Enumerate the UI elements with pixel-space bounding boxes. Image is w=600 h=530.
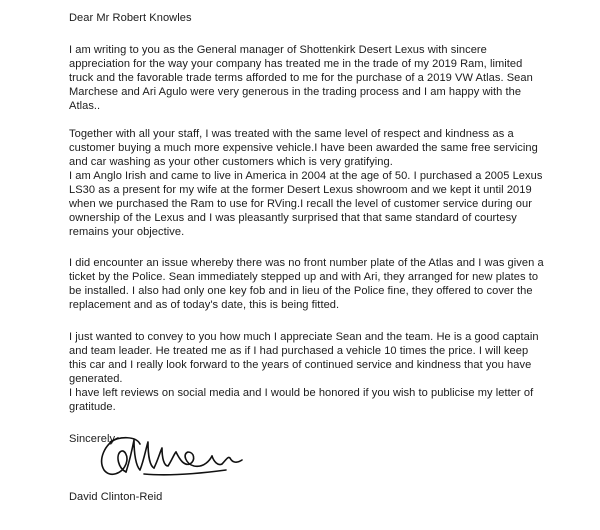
paragraph-4-line-2: and team leader. He treated me as if I had purchased a vehicle 10 times the price. I will keep — [69, 345, 529, 357]
paragraph-2-line-5: LS30 as a present for my wife at the former Desert Lexus showroom and we kept it until 2019 — [69, 184, 532, 196]
signatory-name: David Clinton-Reid — [69, 491, 163, 503]
handwritten-signature — [96, 430, 246, 480]
closing: Sincerely — [69, 433, 116, 445]
paragraph-1-line-4: Marchese and Ari Agulo were very generous in the trading process and I am happy with the — [69, 86, 522, 98]
paragraph-2-line-4: I am Anglo Irish and came to live in America in 2004 at the age of 50. I purchased a 2005 Lexus — [69, 170, 543, 182]
paragraph-4-line-1: I just wanted to convey to you how much I appreciate Sean and the team. He is a good captain — [69, 331, 539, 343]
paragraph-3-line-4: replacement and as of today's date, this is being fitted. — [69, 299, 340, 311]
salutation: Dear Mr Robert Knowles — [69, 12, 192, 24]
paragraph-2-line-2: customer buying a much more expensive vehicle.I have been awarded the same free servicing — [69, 142, 538, 154]
paragraph-2-line-6: when we purchased the Ram to use for RVing.I recall the level of customer service during our — [69, 198, 532, 210]
paragraph-4-line-3: this car and I really look forward to the years of continued service and kindness that you have — [69, 359, 532, 371]
paragraph-1-line-1: I am writing to you as the General manager of Shottenkirk Desert Lexus with sincere — [69, 44, 487, 56]
paragraph-1-line-3: truck and the favorable trade terms afforded to me for the purchase of a 2019 VW Atlas. Sean — [69, 72, 533, 84]
paragraph-4-line-4: generated. — [69, 373, 123, 385]
paragraph-2-line-7: ownership of the Lexus and I was pleasantly surprised that that same standard of courtesy — [69, 212, 517, 224]
paragraph-4-line-6: gratitude. — [69, 401, 116, 413]
paragraph-3-line-2: ticket by the Police. Sean immediately stepped up and with Ari, they arranged for new plates to — [69, 271, 539, 283]
paragraph-1-line-5: Atlas.. — [69, 100, 101, 112]
paragraph-1-line-2: appreciation for the way your company has treated me in the trade of my 2019 Ram, limited — [69, 58, 523, 70]
paragraph-4-line-5: I have left reviews on social media and I would be honored if you wish to publicise my letter of — [69, 387, 534, 399]
paragraph-2-line-1: Together with all your staff, I was treated with the same level of respect and kindness as a — [69, 128, 514, 140]
paragraph-2-line-8: remains your objective. — [69, 226, 185, 238]
paragraph-2-line-3: and car washing as your other customers which is very gratifying. — [69, 156, 393, 168]
paragraph-3-line-1: I did encounter an issue whereby there was no front number plate of the Atlas and I was given a — [69, 257, 544, 269]
paragraph-3-line-3: be installed. I also had only one key fob and in lieu of the Police fine, they offered to cover the — [69, 285, 533, 297]
